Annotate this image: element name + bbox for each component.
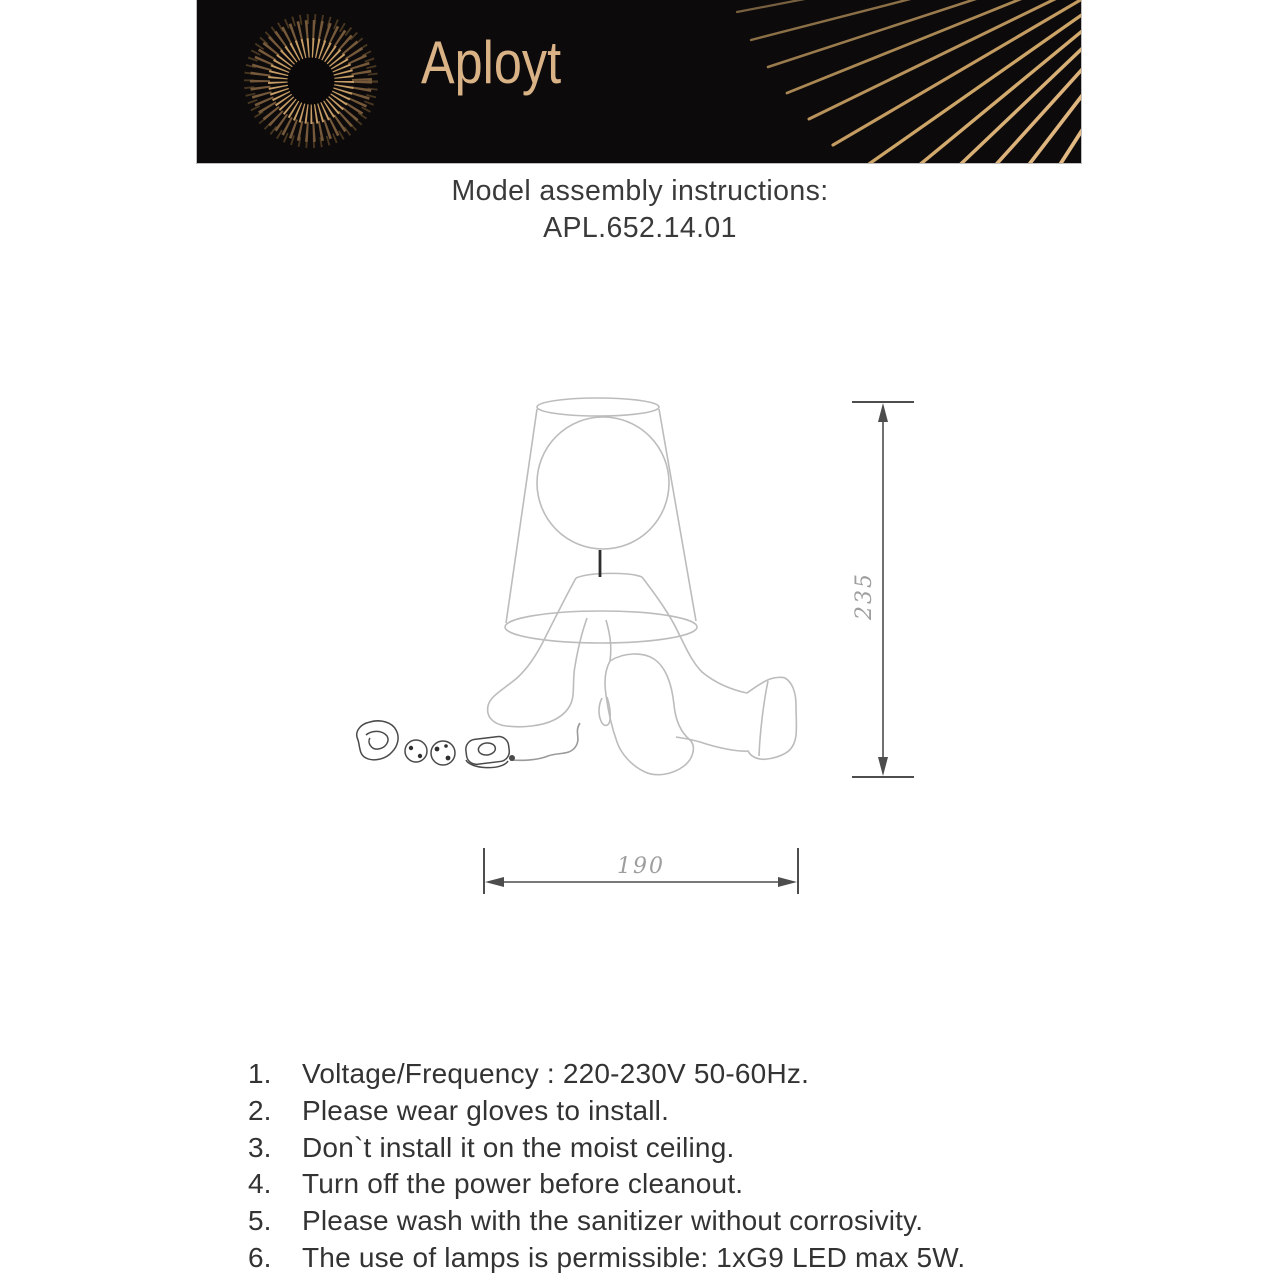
title-block	[0, 173, 1280, 247]
power-cord-line	[510, 723, 580, 760]
item-number: 2.	[248, 1094, 272, 1126]
instructions-list	[248, 1056, 1078, 1277]
item-text: Please wash with the sanitizer without corrosivity.	[302, 1205, 924, 1237]
width-dimension-label: 190	[617, 854, 665, 879]
item-text: Voltage/Frequency : 220-230V 50-60Hz.	[302, 1058, 810, 1089]
list-item	[248, 1056, 1078, 1093]
list-item	[248, 1093, 1078, 1130]
sunburst-logo-icon	[233, 3, 389, 159]
width-dimension	[484, 848, 798, 894]
list-item	[248, 1240, 1078, 1277]
item-number: 3.	[248, 1131, 272, 1163]
item-text: The use of lamps is permissible: 1xG9 LED max 5W.	[302, 1241, 966, 1273]
item-text: Turn off the power before cleanout.	[302, 1168, 744, 1200]
item-number: 4.	[248, 1168, 272, 1200]
height-dimension	[852, 402, 914, 777]
lamp-technical-drawing	[340, 380, 920, 900]
brand-banner	[196, 0, 1082, 164]
plug-and-switch	[357, 721, 515, 768]
item-number: 1.	[248, 1058, 272, 1089]
item-text: Please wear gloves to install.	[302, 1094, 670, 1126]
list-item	[248, 1166, 1078, 1203]
model-number: APL.652.14.01	[543, 212, 737, 244]
page-title: Model assembly instructions:	[451, 175, 829, 207]
item-number: 5.	[248, 1205, 272, 1237]
item-number: 6.	[248, 1241, 272, 1273]
brand-wordmark: Aployt	[421, 29, 562, 96]
lamp-figure-outline	[488, 398, 797, 775]
height-dimension-label: 235	[852, 572, 877, 620]
list-item	[248, 1203, 1078, 1240]
list-item	[248, 1130, 1078, 1167]
item-text: Don`t install it on the moist ceiling.	[302, 1131, 735, 1163]
